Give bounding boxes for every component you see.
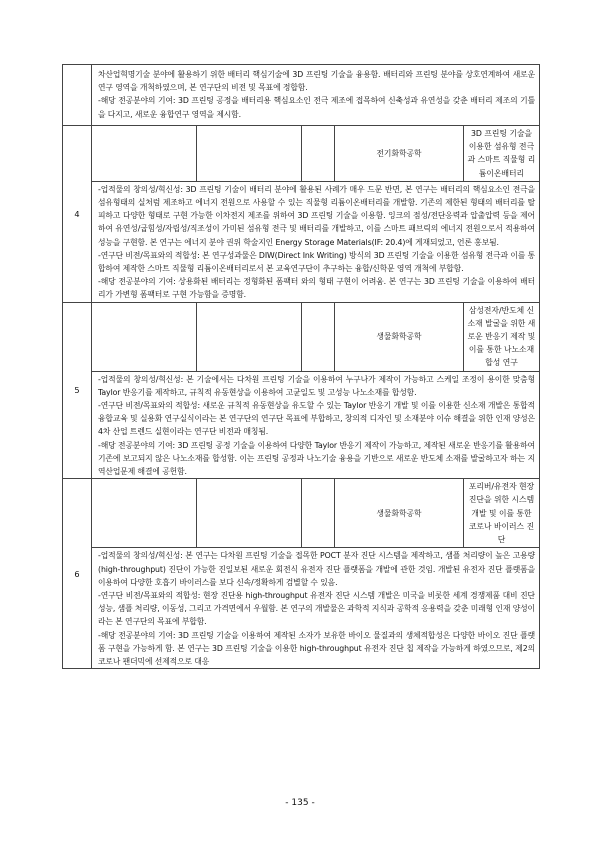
- paragraph-fit: -연구단 비전/목표와의 적합성: 본 연구성과물은 DIW(Direct Ink Writing) 방식의 3D 프린팅 기술을 이용한 섬유형 전극과 이를 통합하여 제작한 스마트 직물형 리튬이온배터리로서 본 교육연구단이 추구하는 융합/신학문 영역 개척에 부합함.: [98, 250, 535, 274]
- achievements-table: [62, 64, 540, 669]
- paragraph-contribution: -해당 전공분야의 기여: 상용화된 배터리는 정형화된 폼팩터 와의 형태 구현이 어려움. 본 연구는 3D 프린팅 기술을 이용하여 배터리가 가변형 폼팩터로 구현 가능함을 증명함.: [98, 277, 535, 300]
- page-number: - 135 -: [285, 798, 315, 808]
- empty-cell: [197, 303, 302, 371]
- department: 전기화학공학: [335, 126, 464, 181]
- empty-cell: [92, 303, 197, 371]
- achievement-title: 3D 프린팅 기술을 이용한 섬유형 전극과 스마트 직물형 리튬이온배터리: [467, 129, 536, 178]
- continuation-cell: [92, 65, 540, 126]
- header-cells: [92, 302, 540, 371]
- table-row: [63, 302, 540, 371]
- table-row: [63, 126, 540, 182]
- paragraph-creativity: -업적물의 창의성/혁신성: 본 기술에서는 다차원 프린팅 기술을 이용하여 누구나가 제작이 가능하고 스케일 조정이 용이한 맞춤형 Taylor 반응기를 제작하고, 규칙적 유동현상을 이용하여 고균일도 및 고성능 나노소재를 합성함.: [98, 374, 535, 397]
- achievement-title: 삼성전자/반도체 신소재 발굴을 위한 새로운 반응기 제작 및 이를 통한 나노소재 합성 연구: [467, 305, 536, 368]
- paragraph-contribution: -해당 전공분야의 기여: 3D 프린팅 기술을 이용하여 제작된 소자가 보유한 바이오 물질과의 생체적합성은 다양한 바이오 진단 플랫폼 구현을 가능하게 함. 본 연구는 3D 프린팅 기술을 이용한 high-throughput 유전자 진단 칩 제작을 가능하게 하였으므로, 제2의 코로나 팬더믹에 선제적으로 대응: [98, 630, 535, 666]
- empty-cell: [302, 303, 335, 371]
- continuation-paragraph: -해당 전공분야의 기여: 3D 프린팅 공정을 배터리용 핵심요소인 전극 제조에 접목하여 신축성과 유연성을 갖춘 배터리 제조의 기틀을 다지고, 새로운 융합연구 영역을 제시함.: [98, 96, 535, 119]
- paragraph-creativity: -업적물의 창의성/혁신성: 본 연구는 다차원 프린팅 기술을 접목한 POCT 분자 진단 시스템을 제작하고, 샘플 처리량이 높은 고용량(high-throughput) 진단이 가능한 진일보된 새로운 회전식 유전자 진단 플랫폼을 개발에 관한 것임. 개발된 유전자 진단 플랫폼을 이용하여 다양한 호흡기 바이러스를 보다 신속/정확하게 검별할 수 있음.: [98, 551, 535, 587]
- description-cell: [92, 181, 540, 302]
- achievement-title: 포리버/유전자 현장진단을 위한 시스템 개발 및 이를 통한 코로나 바이러스 진단: [468, 482, 535, 545]
- empty-cell: [92, 126, 197, 181]
- table-row-body: [63, 181, 540, 302]
- document-page: [62, 64, 540, 669]
- header-cells: [92, 126, 540, 182]
- description-cell: [92, 548, 540, 669]
- continuation-paragraph: 차산업혁명기술 분야에 활용하기 위한 배터리 핵심기술에 3D 프린팅 기술을 융용함. 배터리와 프린팅 분야를 상호연계하여 새로운 연구 영역을 개척하였으며, 본 연구단의 비전 및 목표에 정합함.: [98, 70, 535, 93]
- table-row-body: [63, 548, 540, 669]
- header-cells: [92, 479, 540, 548]
- empty-cell: [92, 479, 197, 547]
- empty-cell: [302, 479, 335, 547]
- empty-cell: [197, 126, 302, 181]
- row-number: 6: [63, 479, 92, 669]
- paragraph-contribution: -해당 전공분야의 기여: 3D 프린팅 공정 기술을 이용하여 다양한 Taylor 반응기 제작이 가능하고, 제작된 새로운 반응기를 활용하여 기존에 보고되지 않은 나노소재를 합성함. 이는 프린팅 공정과 나노기술 융용을 기반으로 새로운 반도체 소재를 발굴하고자 하는 지역산업문제 해결에 공헌함.: [98, 440, 535, 477]
- department: 생물화학공학: [335, 479, 464, 547]
- description-cell: [92, 371, 540, 479]
- paragraph-fit: -연구단 비전/목표와의 적합성: 현장 진단용 high-throughput 유전자 진단 시스템 개발은 미국을 비롯한 세계 경쟁제품 대비 진단 성능, 샘플 처리량, 이동성, 그리고 가격면에서 우월함. 본 연구의 개발물은 과학적 지식과 공학적 응용력을 갖춘 미래형 인재 양성이라는 본 연구단의 목표에 부합함.: [98, 590, 535, 627]
- paragraph-creativity: -업적물의 창의성/혁신성: 3D 프린팅 기술이 배터리 분야에 활용된 사례가 매우 드문 반면, 본 연구는 배터리의 핵심요소인 전극을 섬유형태의 실처럼 제조하고 에너지 전원으로 사용할 수 있는 직물형 리튬이온배터리를 개발함. 기존의 제한된 형태의 배터리를 탈피하고 다양한 형태로 구현 가능한 이차전지 제조를 위하여 3D 프린팅 기술을 이용함. 잉크의 점성/전단응력과 압출압력 등을 제어하여 유연성/굽힘성/자립성/직조성이 가미된 섬유형 전극 및 배터리를 개발하고, 이를 스마트 패브릭의 에너지 전원으로서 적용하여 성능을 구현함. 본 연구는 에너지 분야 권위 학술지인 Energy Storage Materials(IF: 20.4)에 게재되었고, 언론 홍보됨.: [98, 184, 535, 247]
- table-row-continuation: [63, 65, 540, 126]
- row-number: 5: [63, 302, 92, 479]
- row-number-empty: [63, 65, 92, 126]
- empty-cell: [197, 479, 302, 547]
- paragraph-fit: -연구단 비전/목표와의 적합성: 새로운 규칙적 유동현상을 유도할 수 있는 Taylor 반응기 개발 및 이를 이용한 신소재 개발은 통합적 융합교육 및 실용화 연구실식이라는 본 연구단의 연구단 목표에 부합하고, 창의적 디자인 및 소재분야 이슈 해결을 위한 인재 양성은 4차 산업 트렌드 실현이라는 연구단 비전과 매칭됨.: [98, 401, 535, 437]
- empty-cell: [302, 126, 335, 181]
- table-row: [63, 479, 540, 548]
- row-number: 4: [63, 126, 92, 303]
- table-row-body: [63, 371, 540, 479]
- department: 생물화학공학: [335, 303, 464, 371]
